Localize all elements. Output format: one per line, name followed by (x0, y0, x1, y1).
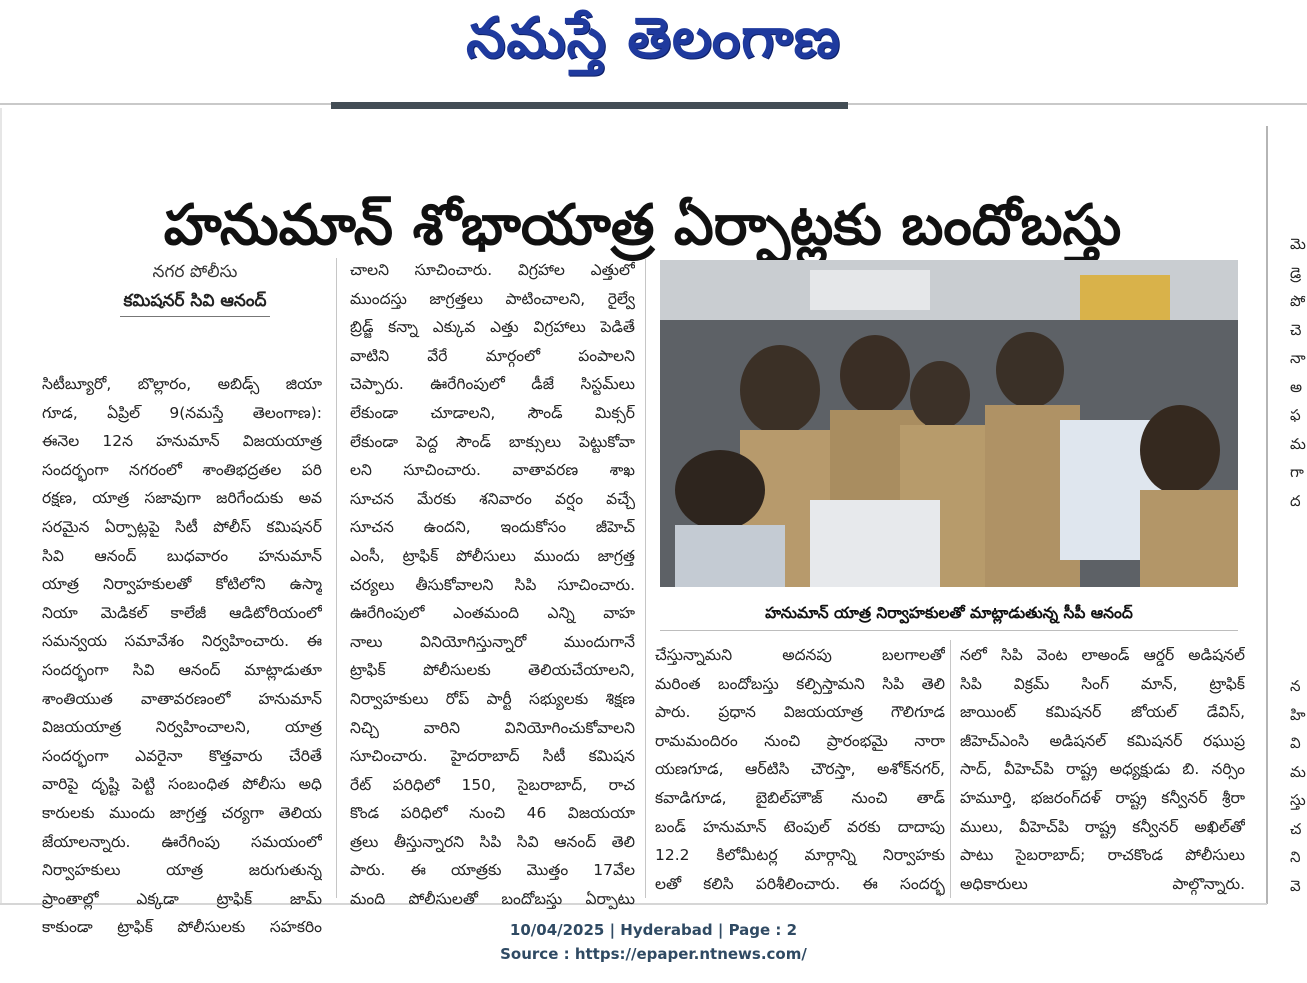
article-text-line: కవాడిగూడ, బైబిల్‌హౌజ్ నుంచి తాడ్ (655, 788, 945, 807)
article-text-line: లేకుండా చూడాలని, సౌండ్ మిక్సర్ (350, 403, 635, 422)
article-text-line: బ్రిడ్జ్ కన్నా ఎక్కువ ఎత్తు విగ్రహాలు పెడితే (350, 318, 635, 337)
article-text-line: హమూర్తి, భజరంగ్‌దళ్ రాష్ట్ర కన్వీనర్ శ్రీరా (960, 788, 1245, 807)
fragment-text-line: ఫ (1290, 406, 1301, 424)
fragment-text-line: చ (1290, 819, 1302, 838)
byline-organisation: నగర పోలీసు (152, 262, 238, 282)
article-text-line: విజయయాత్ర నిర్వహించాలని, యాత్ర (42, 718, 322, 737)
article-column-1 (42, 370, 322, 942)
clipping-border-left (0, 108, 2, 904)
article-text-line: ములు, వీహెచ్‌పి రాష్ట్ర కన్వీనర్ అఖిల్‌తో (960, 817, 1245, 836)
article-text-line: ట్రాఫిక్ పోలీసులకు తెలియచేయాలని, (350, 661, 635, 680)
column-divider (336, 258, 337, 898)
fragment-text-line: నా (1290, 349, 1306, 367)
masthead (0, 0, 1307, 100)
fragment-text-line: చె (1290, 320, 1302, 339)
fragment-text-line: స్తు (1290, 791, 1306, 809)
fragment-text-line: పో (1290, 292, 1306, 310)
photo-police-meeting-illustration (660, 260, 1238, 587)
article-text-line: నలో సిపి వెంట లాఅండ్ ఆర్డర్ అడిషనల్ (960, 646, 1245, 664)
article-text-line: సందర్భంగా నగరంలో శాంతిభద్రతల పరి (42, 460, 322, 479)
article-text-line: కొండ పరిధిలో నుంచి 46 విజయయా (350, 804, 635, 823)
article-text-line: కాకుండా ట్రాఫిక్ పోలీసులకు సహకరిం (42, 918, 322, 937)
article-text-line: శాంతియుత వాతావరణంలో హనుమాన్ (42, 689, 322, 708)
article-text-line: గూడ, ఏప్రిల్ 9(నమస్తే తెలంగాణ): (42, 403, 322, 422)
article-text-line: సూచించారు. హైదరాబాద్ సిటీ కమిషన (350, 747, 635, 766)
adjacent-article-fragment-lower (1290, 672, 1307, 900)
article-text-line: నిర్వాహకులు యాత్ర జరుగుతున్న (42, 861, 322, 880)
article-text-line: సందర్భంగా ఎవరైనా కొత్తవారు చేరితే (42, 746, 322, 765)
article-photo (660, 260, 1238, 587)
article-text-line: సాద్, వీహెచ్‌పి రాష్ట్ర అధ్యక్షుడు బి. నర్సిం (960, 760, 1245, 779)
article-column-2 (350, 256, 635, 914)
article-text-line: సూచన మేరకు శనివారం వర్షం వచ్చే (350, 489, 635, 508)
newspaper-logo: నమస్తే తెలంగాణ (466, 6, 841, 71)
article-text-line: ముందస్తు జాగ్రత్తలు పాటించాలని, రైల్వే (350, 289, 635, 308)
article-text-line: 12.2 కిలోమీటర్ల మార్గాన్ని నిర్వాహకు (655, 846, 945, 865)
article-text-line: పాటు సైబరాబాద్; రాచకొండ పోలీసులు (960, 846, 1245, 865)
article-text-line: సూచన ఉందని, ఇందుకోసం జీహెచ్ (350, 518, 635, 537)
article-text-line: ఊరేగింపులో ఎంతమంది ఎన్ని వాహ (350, 604, 635, 623)
fragment-text-line: హి (1290, 705, 1306, 724)
article-text-line: జేయాలన్నారు. ఊరేగింపు సమయంలో (42, 832, 322, 851)
byline-person: కమిషనర్ సివి ఆనంద్ (120, 286, 271, 317)
fragment-text-line: డ్రె (1290, 263, 1302, 282)
adjacent-article-fragment-upper (1290, 230, 1307, 515)
fragment-text-line: వి (1290, 734, 1301, 752)
article-text-line: నియా మెడికల్ కాలేజీ ఆడిటోరియంలో (42, 603, 322, 622)
fragment-text-line: న (1290, 677, 1301, 695)
article-text-line: వాటిని వేరే మార్గంలో పంపాలని (350, 346, 635, 365)
article-text-line: సందర్భంగా సివి ఆనంద్ మాట్లాడుతూ (42, 660, 322, 679)
fragment-text-line: వె (1290, 876, 1301, 895)
fragment-text-line: మె (1290, 235, 1306, 253)
article-text-line: చేస్తున్నామని అదనపు బలగాలతో (655, 646, 945, 664)
article-text-line: ఎంసీ, ట్రాఫిక్ పోలీసులు ముందు జాగ్రత్త (350, 546, 635, 565)
article-text-line: ఈనెల 12న హనుమాన్ విజయయాత్ర (42, 432, 322, 451)
article-text-line: పారు. ఈ యాత్రకు మొత్తం 17వేల (350, 861, 635, 880)
article-text-line: లని సూచించారు. వాతావరణ శాఖ (350, 461, 635, 480)
article-text-line: జీహెచ్‌ఎంసి అడిషనల్ కమిషనర్ రఘుప్ర (960, 731, 1245, 750)
column-divider (950, 640, 951, 898)
masthead-accent-bar (331, 102, 848, 109)
article-text-line: మంది పోలీసులతో బందోబస్తు ఏర్పాటు (350, 890, 635, 909)
article-text-line: లతో కలిసి పరిశీలించారు. ఈ సందర్భ (655, 874, 945, 893)
clipping-border-right (1266, 126, 1268, 904)
article-text-line: మరింత బందోబస్తు కల్పిస్తామని సిపి తెలి (655, 674, 945, 693)
article-text-line: వారిపై దృష్టి పెట్టి సంబంధిత పోలీసు అధి (42, 775, 322, 794)
article-text-line: బండ్ హనుమాన్ టెంపుల్ వరకు దాదాపు (655, 817, 945, 836)
caption-rule (660, 630, 1238, 631)
article-text-line: యణగూడ, ఆర్‌టిసి చౌరస్తా, అశోక్‌నగర్, (655, 760, 945, 779)
article-text-line: నిర్వాహకులు రోప్ పార్టీ సభ్యులకు శిక్షణ (350, 689, 635, 708)
article-text-line: రామమందిరం నుంచి ప్రారంభమై నారా (655, 731, 945, 750)
column-divider (645, 258, 646, 898)
article-byline (50, 258, 340, 317)
fragment-text-line: అ (1290, 377, 1303, 396)
article-column-4 (960, 641, 1245, 898)
photo-caption: హనుమాన్ యాత్ర నిర్వాహకులతో మాట్లాడుతున్న సీపీ ఆనంద్ (765, 604, 1133, 622)
article-text-line: రేట్ పరిధిలో 150, సైబరాబాద్, రాచ (350, 775, 635, 794)
article-text-line: ప్రాంతాల్లో ఎక్కడా ట్రాఫిక్ జామ్ (42, 889, 322, 908)
article-text-line: సరమైన ఏర్పాట్లపై సిటీ పోలీస్ కమిషనర్ (42, 517, 322, 536)
article-text-line: లేకుండా పెద్ద సౌండ్ బాక్సులు పెట్టుకోవా (350, 432, 635, 451)
footer-source: Source : https://epaper.ntnews.com/ (500, 945, 807, 963)
article-text-line: నిచ్చి వారిని వినియోగించుకోవాలని (350, 718, 635, 737)
article-text-line: సమన్వయ సమావేశం నిర్వహించారు. ఈ (42, 632, 322, 651)
article-text-line: సివి ఆనంద్ బుధవారం హనుమాన్ (42, 546, 322, 565)
article-text-line: జాయింట్ కమిషనర్ జోయల్ డేవిస్, (960, 703, 1245, 722)
article-text-line: యాత్ర నిర్వాహకులతో కోటిలోని ఉస్మా (42, 575, 322, 594)
article-text-line: సిటీబ్యూరో, బొల్లారం, అబిడ్స్ జియా (42, 375, 322, 393)
page-footer (0, 918, 1307, 966)
article-headline: హనుమాన్ శోభాయాత్ర ఏర్పాట్లకు బందోబస్తు (163, 192, 1122, 258)
article-text-line: సిపి విక్రమ్ సింగ్ మాన్, ట్రాఫిక్ (960, 674, 1245, 693)
article-text-line: నాలు వినియోగిస్తున్నారో ముందుగానే (350, 632, 635, 651)
fragment-text-line: ద (1290, 491, 1301, 510)
article-text-line: రక్షణ, యాత్ర సజావుగా జరిగేందుకు అవ (42, 489, 322, 508)
article-text-line: పారు. ప్రధాన విజయయాత్ర గౌలిగూడ (655, 703, 945, 722)
article-text-line: కారులకు ముందు జాగ్రత్త చర్యగా తెలియ (42, 803, 322, 822)
fragment-text-line: గా (1290, 463, 1304, 481)
article-text-line: త్రలు తీస్తున్నారని సిపి సివి ఆనంద్ తెలి (350, 832, 635, 851)
article-column-3 (655, 641, 945, 898)
article-text-line: చాలని సూచించారు. విగ్రహాల ఎత్తులో (350, 261, 635, 279)
fragment-text-line: ని (1290, 848, 1301, 866)
fragment-text-line: మ (1290, 434, 1306, 453)
article-text-line: చర్యలు తీసుకోవాలని సిపి సూచించారు. (350, 575, 635, 594)
article-text-line: చెప్పారు. ఊరేగింపులో డీజే సిస్టమ్‌లు (350, 375, 635, 394)
fragment-text-line: మ (1290, 762, 1306, 781)
footer-date-edition: 10/04/2025 | Hyderabad | Page : 2 (509, 921, 798, 939)
article-text-line: అధికారులు పాల్గొన్నారు. (960, 874, 1245, 893)
